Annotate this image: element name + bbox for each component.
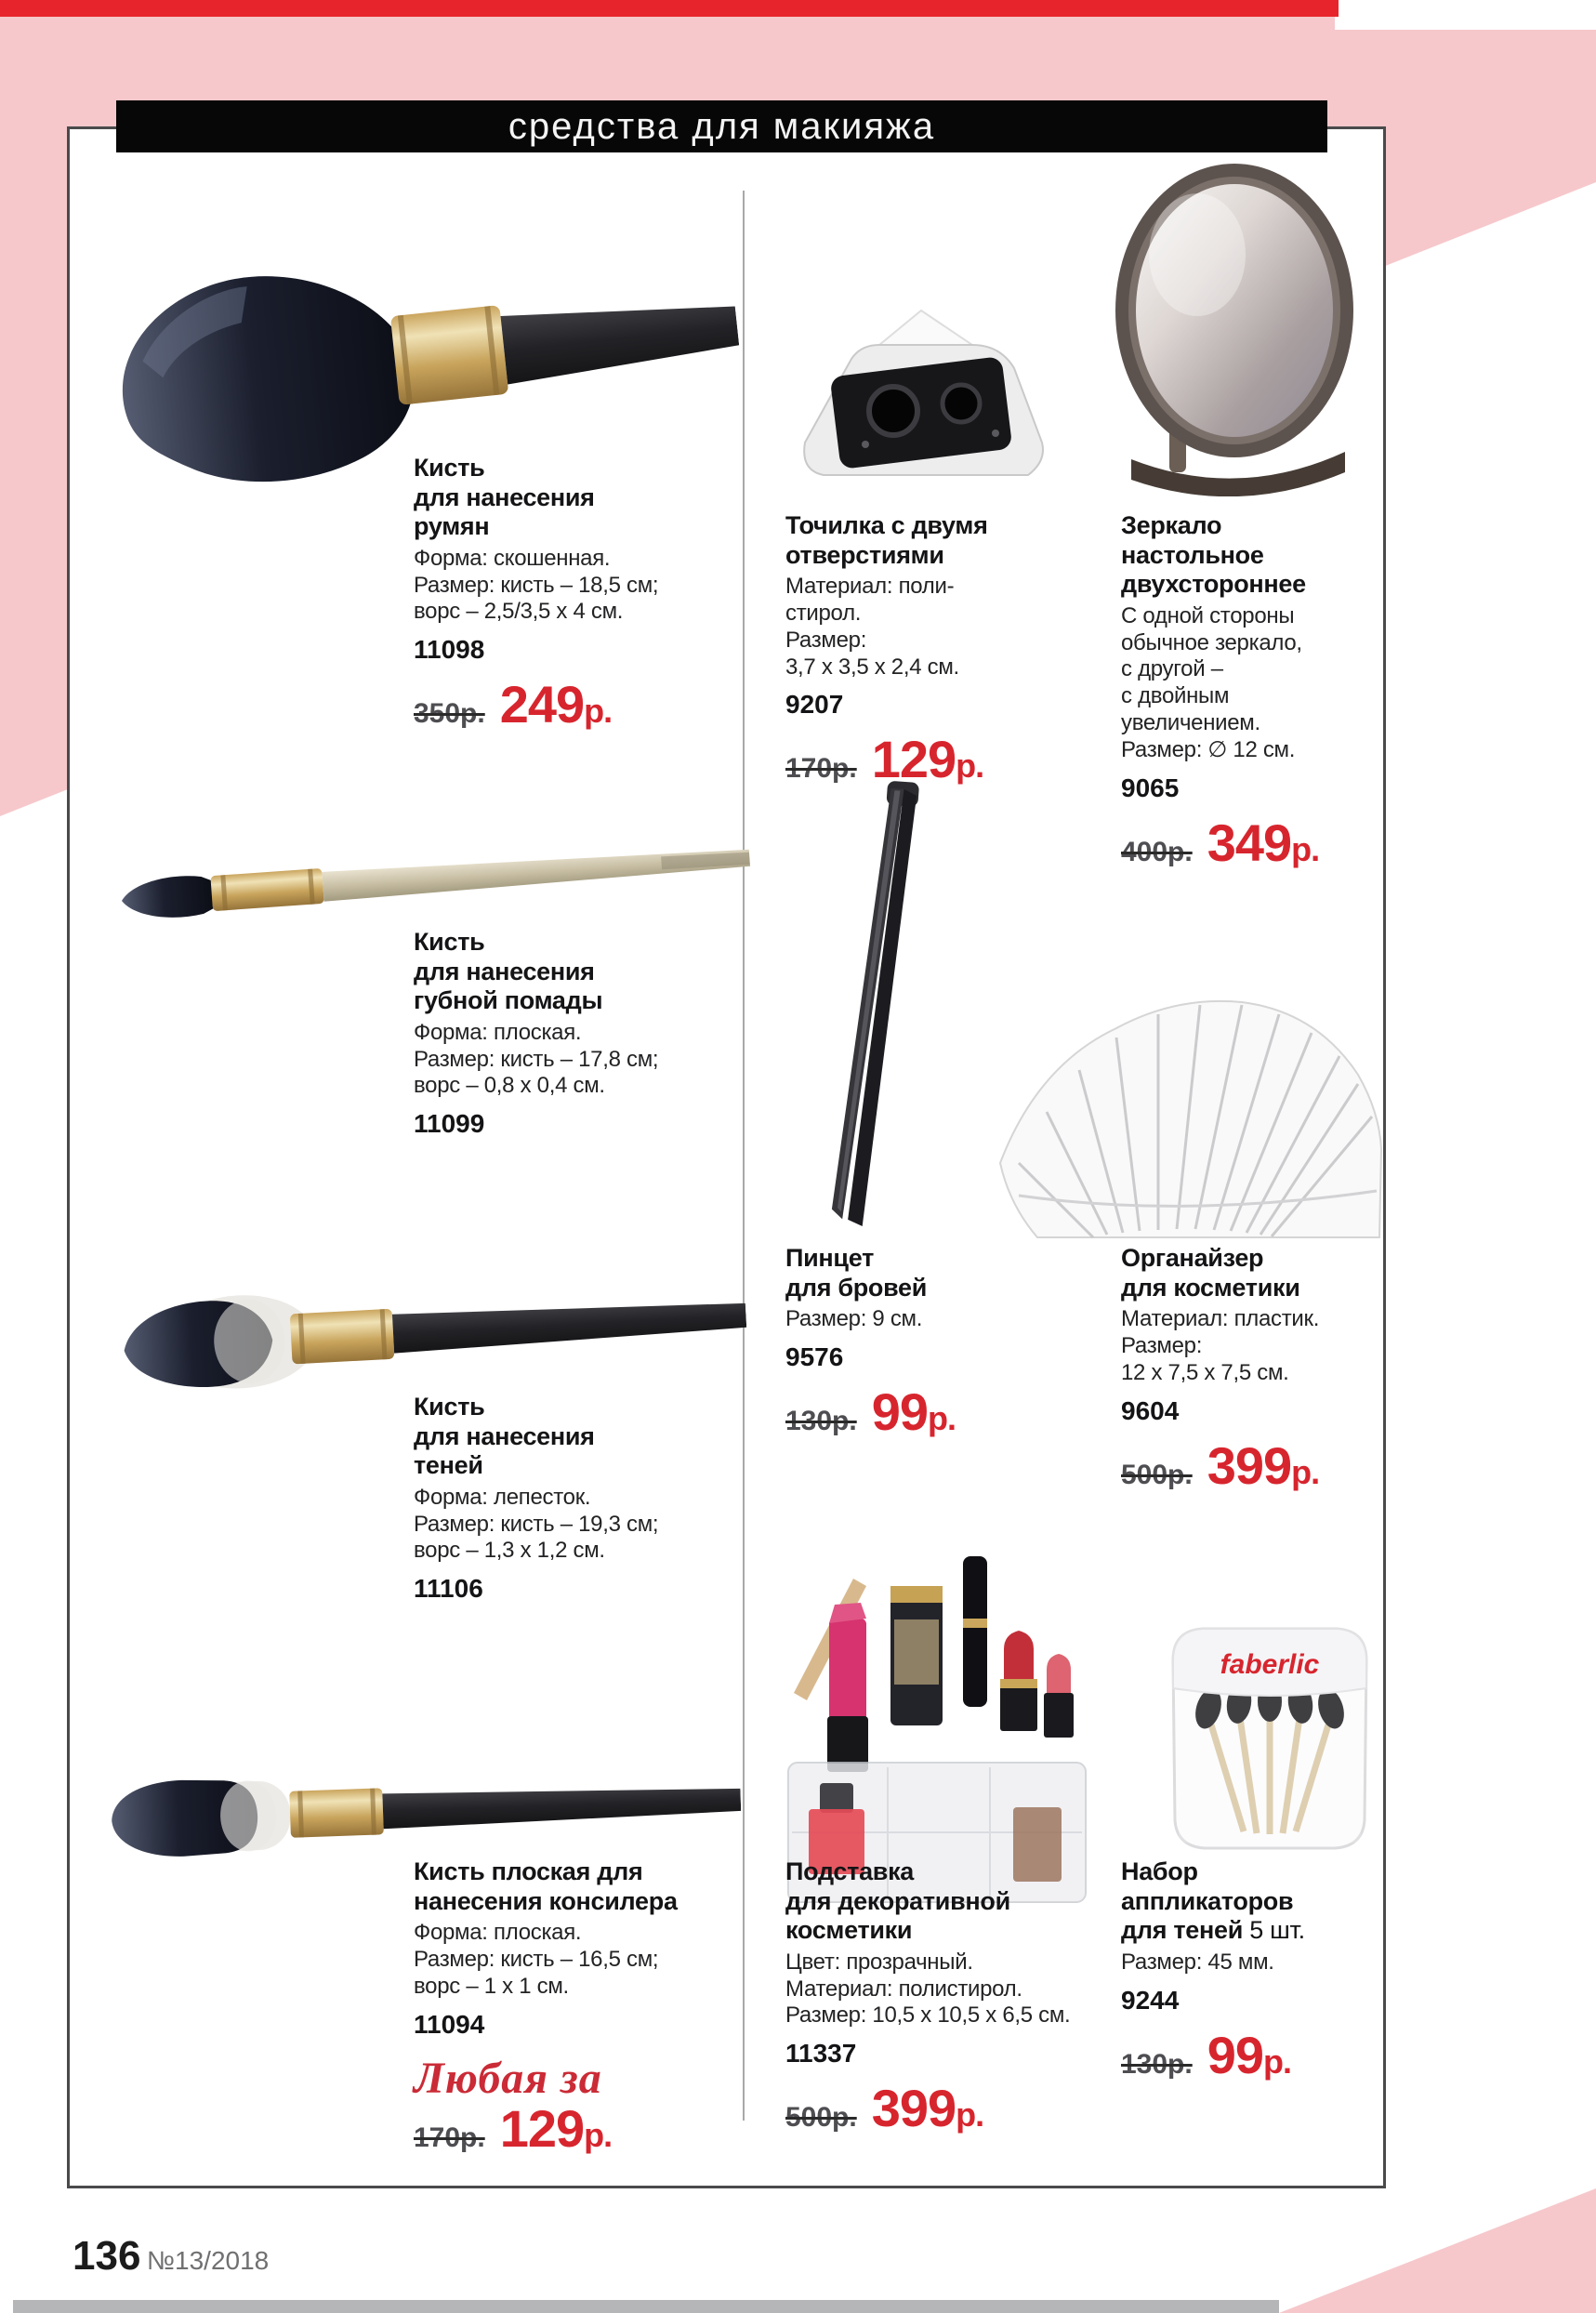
column-divider [743, 191, 745, 2121]
product-description: Форма: плоская. Размер: кисть – 17,8 см; ворс – 0,8 х 0,4 см. [414, 1019, 659, 1099]
price-row [1121, 1435, 1391, 1496]
product-card-cosmetics-stand: Подставка для декоративной косметики Цвет: прозрачный. Материал: полистирол. Размер: 10,5 х 10,5 х 6,5 см. 11337 500р. 399р. [785, 1857, 1092, 2138]
old-price: 170р. [414, 2121, 485, 2153]
old-price: 500р. [785, 2102, 857, 2134]
price-row [1121, 813, 1391, 873]
new-price: 99р. [871, 1381, 956, 1441]
product-card-blush-brush [414, 454, 730, 734]
section-title: средства для макияжа [508, 105, 936, 147]
old-price: 500р. [1121, 1459, 1193, 1490]
issue-number: №13/2018 [147, 2246, 270, 2275]
red-top-strip [0, 0, 1339, 17]
new-price: 129р. [499, 2098, 613, 2158]
article-number: 11094 [414, 2009, 485, 2039]
article-number: 9604 [1121, 1395, 1180, 1425]
product-title-line: Кисть [414, 454, 485, 482]
article-number: 11337 [785, 2039, 857, 2068]
product-description: С одной стороны обычное зеркало, с другой – с двойным увеличением. Размер: ∅ 12 см. [1121, 602, 1302, 762]
product-description: Материал: поли- стирол. Размер: 3,7 х 3,5 х 2,4 см. [785, 574, 959, 680]
price-row [414, 2098, 748, 2159]
article-number: 11099 [414, 1109, 485, 1139]
article-number: 9065 [1121, 773, 1180, 802]
price-row [785, 729, 1074, 789]
product-image-organizer [982, 963, 1387, 1253]
pink-bottom-corner-decoration [1279, 2188, 1596, 2313]
old-price: 130р. [1121, 2048, 1193, 2080]
price-row [785, 2078, 1092, 2138]
old-price: 350р. [414, 698, 485, 730]
product-image-sharpener [786, 303, 1056, 517]
article-number: 9207 [785, 690, 844, 720]
product-description: Материал: пластик. Размер: 12 х 7,5 х 7,5 см. [1121, 1306, 1320, 1385]
product-card-organizer: Органайзер для косметики Материал: пластик. Размер: 12 х 7,5 х 7,5 см. 9604 500р. 399р. [1121, 1244, 1391, 1496]
product-image-applicator-pouch [1151, 1599, 1389, 1870]
bottom-edge-shadow [13, 2300, 1279, 2313]
product-description: Размер: 45 мм. [1121, 1949, 1274, 1975]
product-image-table-mirror [1108, 152, 1361, 496]
new-price: 399р. [871, 2079, 984, 2138]
product-card-tweezers: Пинцет для бровей Размер: 9 см. 9576 130р. 99р. [785, 1244, 1074, 1442]
product-card-concealer-brush: Кисть плоская для нанесения консилера Форма: плоская. Размер: кисть – 16,5 см; ворс – 1 х 1 см. 11094 Любая за 170р. 129р. [414, 1857, 748, 2159]
article-number: 11106 [414, 1574, 483, 1604]
any-for-badge: Любая за [414, 2053, 602, 2103]
price-row [785, 1381, 1074, 1442]
product-card-eyeshadow-brush: Кисть для нанесения теней Форма: лепесток. Размер: кисть – 19,3 см; ворс – 1,3 х 1,2 см. 11106 [414, 1393, 730, 1604]
product-description: Форма: скошенная. Размер: кисть – 18,5 см; ворс – 2,5/3,5 х 4 см. [414, 545, 659, 625]
article-number: 9576 [785, 1342, 844, 1371]
old-price: 130р. [785, 1405, 857, 1436]
article-number: 9244 [1121, 1985, 1180, 2015]
old-price: 170р. [785, 753, 857, 785]
product-card-lip-brush: Кисть для нанесения губной помады Форма: плоская. Размер: кисть – 17,8 см; ворс – 0,8 х 0,4 см. 11099 [414, 928, 730, 1139]
product-description: Форма: лепесток. Размер: кисть – 19,3 см; ворс – 1,3 х 1,2 см. [414, 1484, 659, 1564]
product-description: Размер: 9 см. [785, 1306, 923, 1332]
old-price: 400р. [1121, 836, 1193, 867]
product-description: Форма: плоская. Размер: кисть – 16,5 см; ворс – 1 х 1 см. [414, 1920, 659, 1999]
new-price: 399р. [1207, 1435, 1320, 1495]
price-row [1121, 2025, 1391, 2085]
new-price: 349р. [1207, 813, 1320, 872]
product-card-table-mirror: Зеркало настольное двухстороннее С одной стороны обычное зеркало, с другой – с двойным увеличением. Размер: ∅ 12 см. 9065 400р. 349р. [1121, 511, 1391, 873]
new-price: 99р. [1207, 2025, 1292, 2084]
product-description: Цвет: прозрачный. Материал: полистирол. Размер: 10,5 х 10,5 х 6,5 см. [785, 1949, 1071, 2029]
product-title-line: румян [414, 512, 490, 541]
price-row [414, 674, 730, 734]
product-card-sharpener: Точилка с двумя отверстиями Материал: поли- стирол. Размер: 3,7 х 3,5 х 2,4 см. 9207 170р. 129р. [785, 511, 1074, 789]
pouch-brand-text: faberlic [1220, 1649, 1320, 1680]
new-price: 249р. [499, 675, 613, 734]
page-number: 136 [73, 2233, 141, 2279]
product-title-line: для теней 5 шт. [1121, 1916, 1305, 1945]
product-title-line: для нанесения [414, 482, 595, 511]
product-card-applicator-set: Набор аппликаторов для теней 5 шт. Размер: 45 мм. 9244 130р. 99р. [1121, 1857, 1391, 2085]
section-header-bar [116, 100, 1327, 152]
article-number: 11098 [414, 635, 485, 665]
new-price: 129р. [871, 730, 984, 789]
